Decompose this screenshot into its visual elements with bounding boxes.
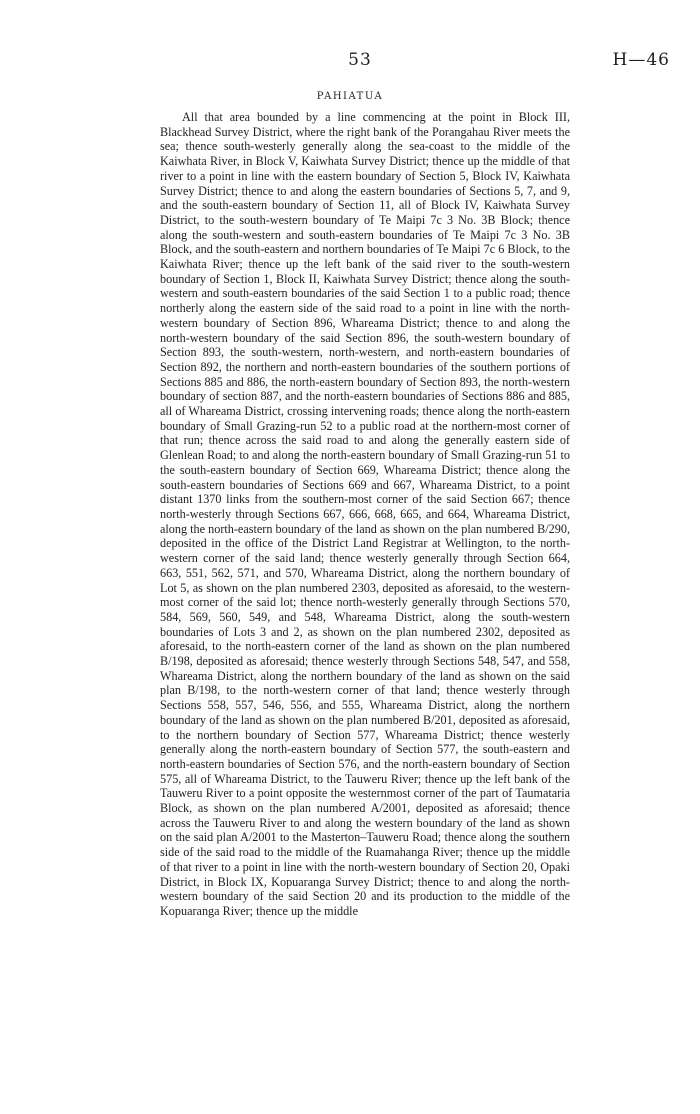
page-number: 53 (348, 50, 372, 70)
section-title: PAHIATUA (316, 91, 384, 102)
page-reference: H—46 (612, 50, 670, 70)
boundary-description-paragraph: All that area bounded by a line commencing at the point in Block III, Blackhead Survey District, where the right bank of the Porangahau River meets the sea; thence south-westerly generally along the sea-coast to the middle of the Kaiwhata River, in Block V, Kaiwhata Survey District; thence up the middle of that river to a point in line with the eastern boundary of Section 5, Block IV, Kaiwhata Survey District; thence to and along the eastern boundaries of Sections 5, 7, and 9, and the south-eastern boundary of Section 11, all of Block IV, Kaiwhata Survey District, to the south-western boundary of Te Maipi 7c 3 No. 3B Block; thence along the south-western and south-eastern boundaries of Te Maipi 7c 3 No. 3B Block, and the south-eastern and northern boundaries of Te Maipi 7c 6 Block, to the Kaiwhata River; thence up the left bank of the said river to the south-western boundary of Section 1, Block II, Kaiwhata Survey District; thence along the south-western and south-eastern boundaries of the said Section 1 to a public road; thence northerly along the eastern side of the said road to a point in line with the north-western boundary of Section 896, Whareama District; thence to and along the north-western boundary of the said Section 896, the south-western boundary of Section 893, the south-western, north-western, and north-eastern boundaries of Section 892, the northern and north-eastern boundaries of the southern portions of Sections 885 and 886, the north-eastern boundary of Section 893, the north-western boundary of section 887, and the north-eastern boundaries of Sections 886 and 885, all of Whareama District, crossing intervening roads; thence along the north-eastern boundary of Small Grazing-run 52 to a public road at the northern-most corner of that run; thence across the said road to and along the generally eastern side of Glenlean Road; to and along the north-eastern boundary of Small Grazing-run 51 to the south-eastern boundary of Section 669, Whareama District; thence along the south-eastern boundaries of Sections 669 and 667, Whareama District, to a point distant 1370 links from the southern-most corner of the said Section 667; thence north-westerly through Sections 667, 666, 668, 665, and 664, Whareama District, along the north-eastern boundary of the land as shown on the plan numbered B/290, deposited in the office of the District Land Registrar at Wellington, to the north-western corner of the said land; thence westerly generally through Section 664, 663, 551, 562, 571, and 570, Whareama District, along the northern boundary of Lot 5, as shown on the plan numbered 2303, deposited as aforesaid, to the western-most corner of the said lot; thence north-westerly generally through Sections 570, 584, 569, 560, 549, and 548, Whareama District, along the south-western boundaries of Lots 3 and 2, as shown on the plan numbered 2302, deposited as aforesaid, to the north-eastern corner of the land as shown on the plan numbered B/198, deposited as aforesaid; thence westerly through Sections 548, 547, and 558, Whareama District, along the northern boundary of the land as shown on the said plan B/198, to the north-western corner of that land; thence westerly through Sections 558, 557, 546, 556, and 555, Whareama District, along the northern boundary of the land as shown on the plan numbered B/201, deposited as aforesaid, to the northern boundary of Section 577, Whareama District; thence westerly generally along the north-eastern boundary of Section 577, the south-eastern and north-eastern boundaries of Section 576, and the north-eastern boundary of Section 575, all of Whareama District, to the Tauweru River; thence up the left bank of the Tauweru River to a point opposite the westernmost corner of the part of Taumataria Block, as shown on the plan numbered A/2001, deposited as aforesaid; thence across the Tauweru River to and along the western boundary of the land as shown on the said plan A/2001 to the Masterton–Tauweru Road; thence along the southern side of the said road to the middle of the Ruamahanga River; thence up the middle of that river to a point in line with the north-western boundary of Section 20, Opaki District, in Block IX, Kopuaranga Survey District; thence to and along the north-western boundary of the said Section 20 and its production to the middle of the Kopuaranga River; thence up the middle (160, 110, 570, 918)
